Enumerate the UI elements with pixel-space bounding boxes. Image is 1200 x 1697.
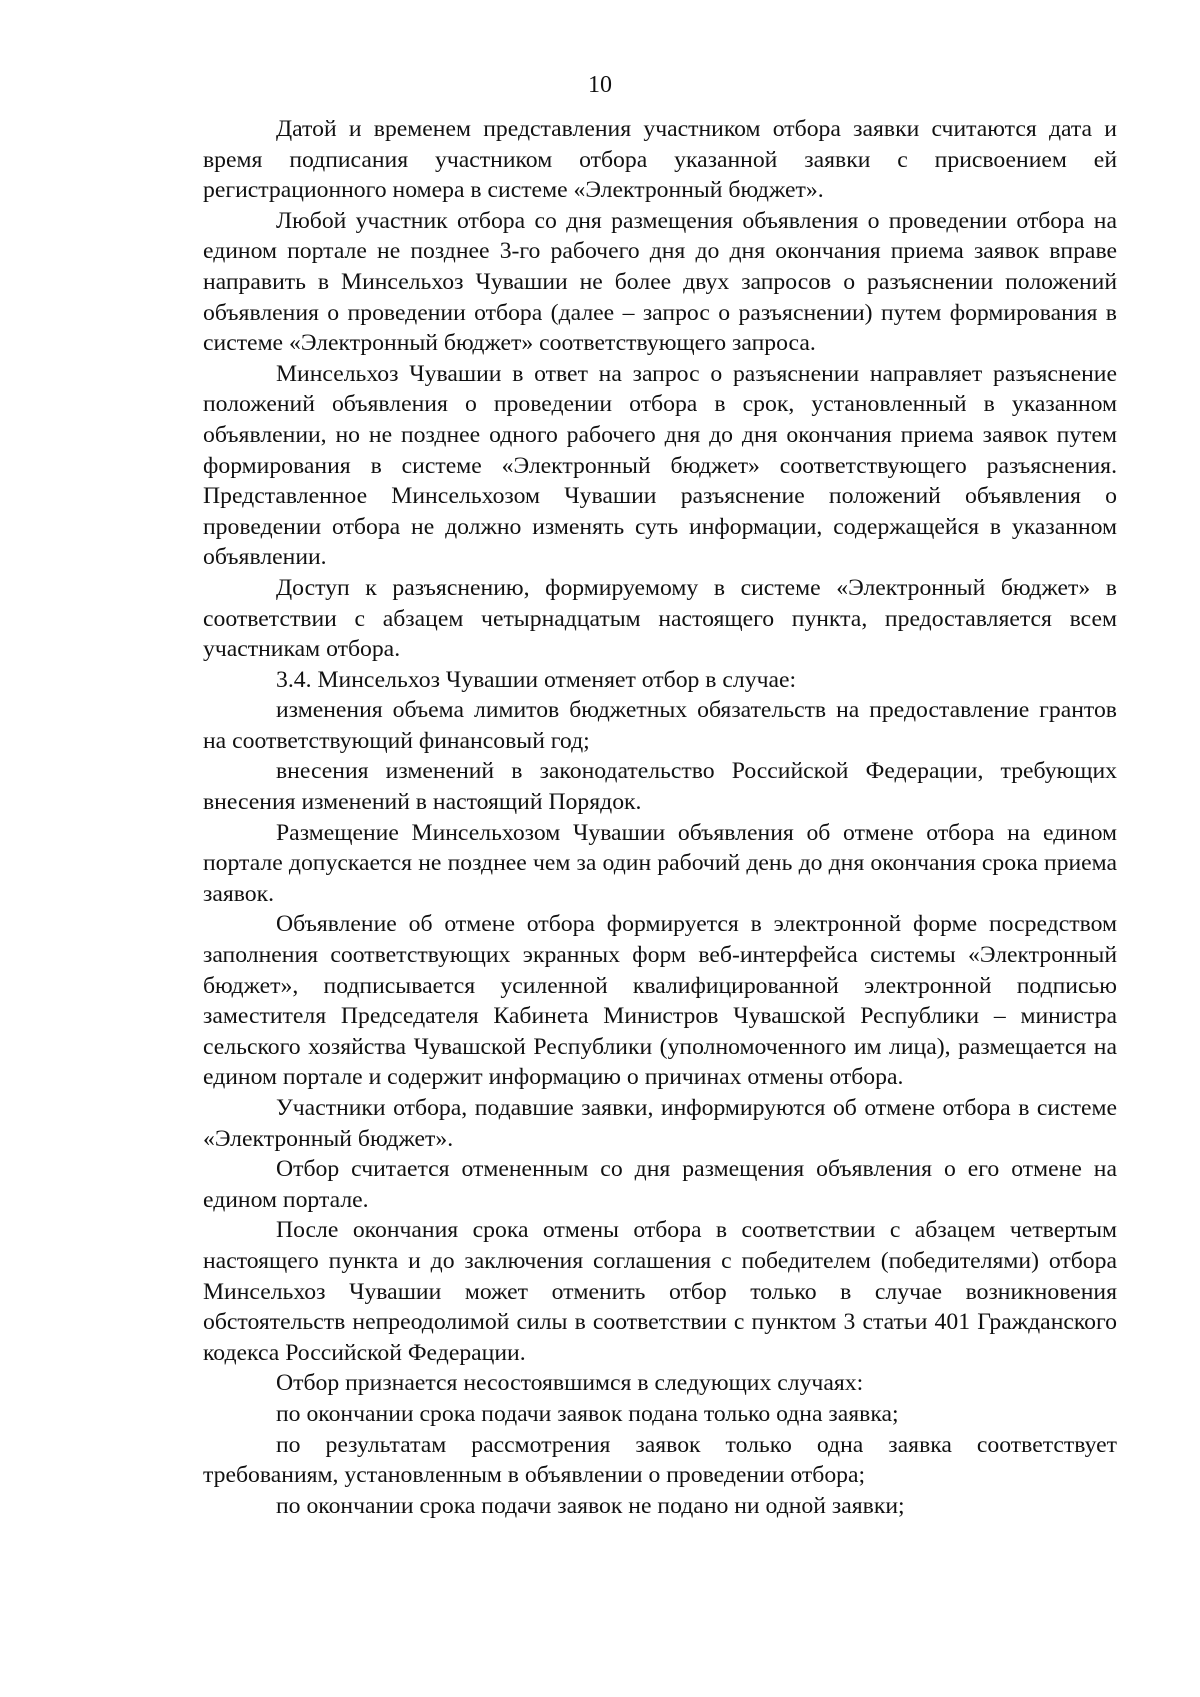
paragraph: изменения объема лимитов бюджетных обязательств на предоставление грантов на соответствующий финансовый год; [203, 697, 1117, 754]
paragraph: Участники отбора, подавшие заявки, информируются об отмене отбора в системе «Электронный бюджет». [203, 1095, 1117, 1152]
paragraph: по окончании срока подачи заявок подана только одна заявка; [276, 1400, 899, 1427]
paragraph: Объявление об отмене отбора формируется в электронной форме посредством заполнения соответствующих экранных форм веб-интерфейса системы «Электронный бюджет», подписывается усиленной квалифицированной электронной подписью заместителя Председателя Кабинета Министров Чувашской Республики – министра сельского хозяйства Чувашской Республики (уполномоченного им лица), размещается на едином портале и содержит информацию о причинах отмены отбора. [203, 911, 1117, 1091]
paragraph: по окончании срока подачи заявок не подано ни одной заявки; [276, 1492, 905, 1519]
paragraph: Размещение Минсельхозом Чувашии объявления об отмене отбора на едином портале допускается не позднее чем за один рабочий день до дня окончания срока приема заявок. [203, 819, 1117, 907]
paragraph: Любой участник отбора со дня размещения объявления о проведении отбора на едином портале не позднее 3-го рабочего дня до дня окончания приема заявок вправе направить в Минсельхоз Чувашии не более двух запросов о разъяснении положений объявления о проведении отбора (далее – запрос о разъяснении) путем формирования в системе «Электронный бюджет» соответствующего запроса. [203, 207, 1117, 357]
paragraph: внесения изменений в законодательство Российской Федерации, требующих внесения изменений в настоящий Порядок. [203, 758, 1117, 816]
page-number: 10 [588, 72, 612, 98]
paragraph: 3.4. Минсельхоз Чувашии отменяет отбор в случае: [276, 666, 797, 693]
paragraph: Доступ к разъяснению, формируемому в системе «Электронный бюджет» в соответствии с абзацем четырнадцатым настоящего пункта, предоставляется всем участникам отбора. [203, 574, 1117, 663]
document-body [203, 114, 1117, 1521]
paragraph: Минсельхоз Чувашии в ответ на запрос о разъяснении направляет разъяснение положений объявления о проведении отбора в срок, установленный в указанном объявлении, но не позднее одного рабочего дня до дня окончания приема заявок путем формирования в системе «Электронный бюджет» соответствующего разъяснения. Представленное Минсельхозом Чувашии разъяснение положений объявления о проведении отбора не должно изменять суть информации, содержащейся в указанном объявлении. [203, 360, 1117, 571]
paragraph: Отбор признается несостоявшимся в следующих случаях: [276, 1370, 864, 1397]
paragraph: Датой и временем представления участником отбора заявки считаются дата и время подписания участником отбора указанной заявки с присвоением ей регистрационного номера в системе «Электронный бюджет». [203, 116, 1117, 204]
paragraph: После окончания срока отмены отбора в соответствии с абзацем четвертым настоящего пункта и до заключения соглашения с победителем (победителями) отбора Минсельхоз Чувашии может отменить отбор только в случае возникновения обстоятельств непреодолимой силы в соответствии с пунктом 3 статьи 401 Гражданского кодекса Российской Федерации. [203, 1217, 1117, 1366]
paragraph: Отбор считается отмененным со дня размещения объявления о его отмене на едином портале. [203, 1156, 1117, 1213]
paragraph: по результатам рассмотрения заявок только одна заявка соответствует требованиям, установленным в объявлении о проведении отбора; [203, 1431, 1117, 1489]
